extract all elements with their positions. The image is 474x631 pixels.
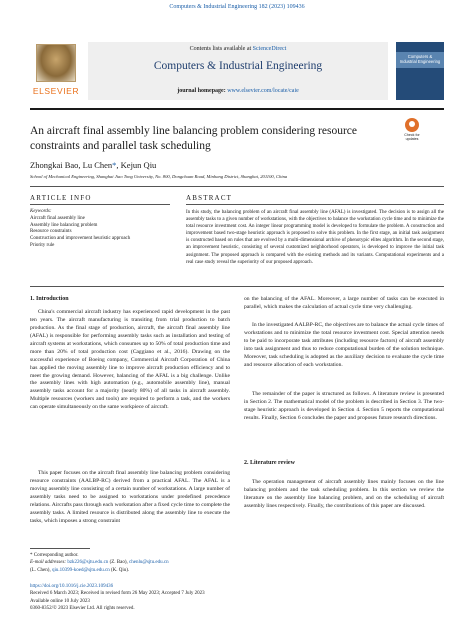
- footnote: [30, 552, 230, 574]
- keyword-item: Assembly line balancing problem: [30, 222, 98, 228]
- email-line: E-mail addresses: bzk226@sjtu.edu.cn (Z. Bao), chenlu@sjtu.edu.cn: [30, 560, 169, 566]
- check-updates-icon: [405, 118, 419, 132]
- journal-title: Computers & Industrial Engineering: [153, 60, 323, 72]
- article-info-rule: [30, 204, 170, 205]
- body-paragraph: on the balancing of the AFAL. Moreover, a large number of tasks can be executed in parallel, which makes the calculation of actual cycle time very challenging.: [244, 296, 444, 310]
- elsevier-tree-icon: [36, 44, 76, 82]
- corresponding-author-marker[interactable]: *: [112, 160, 117, 170]
- footnote-rule: [30, 548, 90, 549]
- keywords-label: Keywords:: [30, 209, 52, 214]
- email-link[interactable]: qiu.10399-koed@sjtu.edu.cn: [51, 567, 110, 573]
- journal-cover-image: [396, 42, 444, 100]
- affiliation-divider: [30, 186, 444, 187]
- abstract-rule: [186, 204, 444, 205]
- body-paragraph: This paper focuses on the aircraft final assembly line balancing problem considering resource constraints (AALBP-RC) derived from a practical AFAL. The AFAL is a moving assembly line consisting of a certain number of workstations. A large number of assembly tasks need to be assigned to workstations under predefined precedence relations. Aircrafts pass through each workstation after a fixed cycle time to complete the assembly tasks. A limited resource is distributed along the assembly line to execute the tasks, which imposes a strong constraint: [30, 470, 230, 524]
- article-info-heading: ARTICLE INFO: [30, 194, 92, 202]
- cover-title: Computers & Industrial Engineering: [399, 54, 441, 65]
- author-list: Zhongkai Bao, Lu Chen*, Kejun Qiu: [30, 160, 157, 170]
- introduction-heading: 1. Introduction: [30, 296, 69, 302]
- doi-link[interactable]: https://doi.org/10.1016/j.cie.2023.109436: [30, 584, 114, 589]
- literature-review-heading: 2. Literature review: [244, 460, 295, 466]
- paper-title: An aircraft final assembly line balancing problem considering resource constraints and parallel task scheduling: [30, 125, 357, 152]
- sciencedirect-link[interactable]: ScienceDirect: [252, 46, 287, 52]
- article-footer: [30, 583, 280, 612]
- keywords-block: [30, 209, 170, 250]
- keyword-item: Aircraft final assembly line: [30, 215, 85, 221]
- abstract-heading: ABSTRACT: [186, 194, 233, 202]
- body-paragraph: In the investigated AALBP-RC, the objectives are to balance the actual cycle times of workstations and to minimize the total resource investment cost. Special attention needs to be paid to incorporate task attributes (including resource factors) of aircraft assembly into task assignment and thus to reduce computational burden of the solution technique. Moreover, task scheduling is adopted as the auxiliary decision to evaluate the cycle time and resource allocation of each workstation.: [244, 322, 444, 368]
- keyword-item: Priority rule: [30, 242, 55, 248]
- affiliation: School of Mechanical Engineering, Shanghai Jiao Tong University, No. 800, Dongchuan Road, Minhang District, Shanghai, 201100, China: [30, 174, 288, 179]
- body-paragraph: The operation management of aircraft assembly lines mainly focuses on the line balancing problem and the task scheduling problem. In this section we review the literature on the assembly line balancing problem, and on the scheduling of aircraft assembly lines respectively. Finally, the contributions of this paper are discussed.: [244, 479, 444, 509]
- body-paragraph: China's commercial aircraft industry has experienced rapid development in the past ten years. The aircraft manufacturing is transiting from trial production to batch production. As the final stage of production, aircraft, the aircraft final assembly line (AFAL) is responsible for performing assembly tasks such as installation and testing of aircraft systems at workstations, which consumes up to 50% of total production time and more than 20% of total production cost (Caggiano et al., 2016). Drawing on the successful experience of Boeing company, Commercial Aircraft Corporation of China has applied the moving assembly line to improve aircraft production efficiency and to meet the growing demand. However, balancing of the AFAL is a big challenge. Unlike the assembly lines with high automation (e.g., automobile assembly line), manual assembly tasks account for a majority (nearly 80%) of all tasks in aircraft assembly. Multiple resources (workers and tools) are required to perform a task, and the workers can operate simultaneously on the same workpiece of aircraft.: [30, 309, 230, 411]
- journal-header: [30, 42, 444, 102]
- received-dates: Received 6 March 2023; Received in revised form 26 May 2023; Accepted 7 July 2023: [30, 591, 205, 597]
- contents-line: Contents lists available at ScienceDirect: [189, 46, 287, 52]
- corresponding-author-note: * Corresponding author.: [30, 553, 79, 558]
- email-link[interactable]: chenlu@sjtu.edu.cn: [129, 560, 169, 566]
- elsevier-logo: [30, 42, 82, 100]
- copyright: 0360-8352/© 2023 Elsevier Ltd. All rights reserved.: [30, 605, 135, 611]
- abstract-divider: [30, 286, 444, 287]
- homepage-line: journal homepage: www.elsevier.com/locate/caie: [177, 88, 299, 94]
- journal-banner: [88, 42, 388, 100]
- email-link[interactable]: bzk226@sjtu.edu.cn: [67, 560, 109, 566]
- email-line: (L. Chen), qiu.10399-koed@sjtu.edu.cn (K. Qiu).: [30, 567, 130, 573]
- homepage-link[interactable]: www.elsevier.com/locate/caie: [227, 88, 299, 94]
- body-paragraph: The remainder of the paper is structured as follows. A literature review is presented in Section 2. The mathematical model of the problem is described in Section 3. The two-stage heuristic approach is developed in Section 4. Section 5 reports the computational results. Finally, Section 6 concludes the paper and proposes future research directions.: [244, 391, 444, 421]
- journal-citation[interactable]: Computers & Industrial Engineering 182 (2023) 109436: [169, 4, 305, 10]
- online-date: Available online 10 July 2023: [30, 598, 90, 604]
- check-for-updates-button[interactable]: Check for updates: [398, 118, 426, 146]
- keyword-item: Construction and improvement heuristic approach: [30, 236, 131, 241]
- abstract-text: In this study, the balancing problem of an aircraft final assembly line (AFAL) is investigated. The decision is to assign all the assembly tasks to a given number of workstations, with the objectives to balance the workstation cycle time and to minimize the total resource investment cost. An integer linear programming model is developed to formulate the problem. A construction and improvement based two-stage heuristic approach is proposed to solve this problem. In the first stage, an initial task assignment is constructed based on rules that are evolved by a multi-dimensional archive of phenotypic elites algorithm. In the second stage, an improvement heuristic, consisting of several customized neighborhood operators, is developed to improve the initial task assignment. The proposed approach is compared with the existing methods and its variants. Computational experiments and a real case study reveal the superiority of our proposed approach.: [186, 210, 444, 265]
- publisher-name: ELSEVIER: [32, 86, 80, 96]
- keyword-item: Resource constraints: [30, 229, 72, 235]
- header-divider: [30, 108, 444, 110]
